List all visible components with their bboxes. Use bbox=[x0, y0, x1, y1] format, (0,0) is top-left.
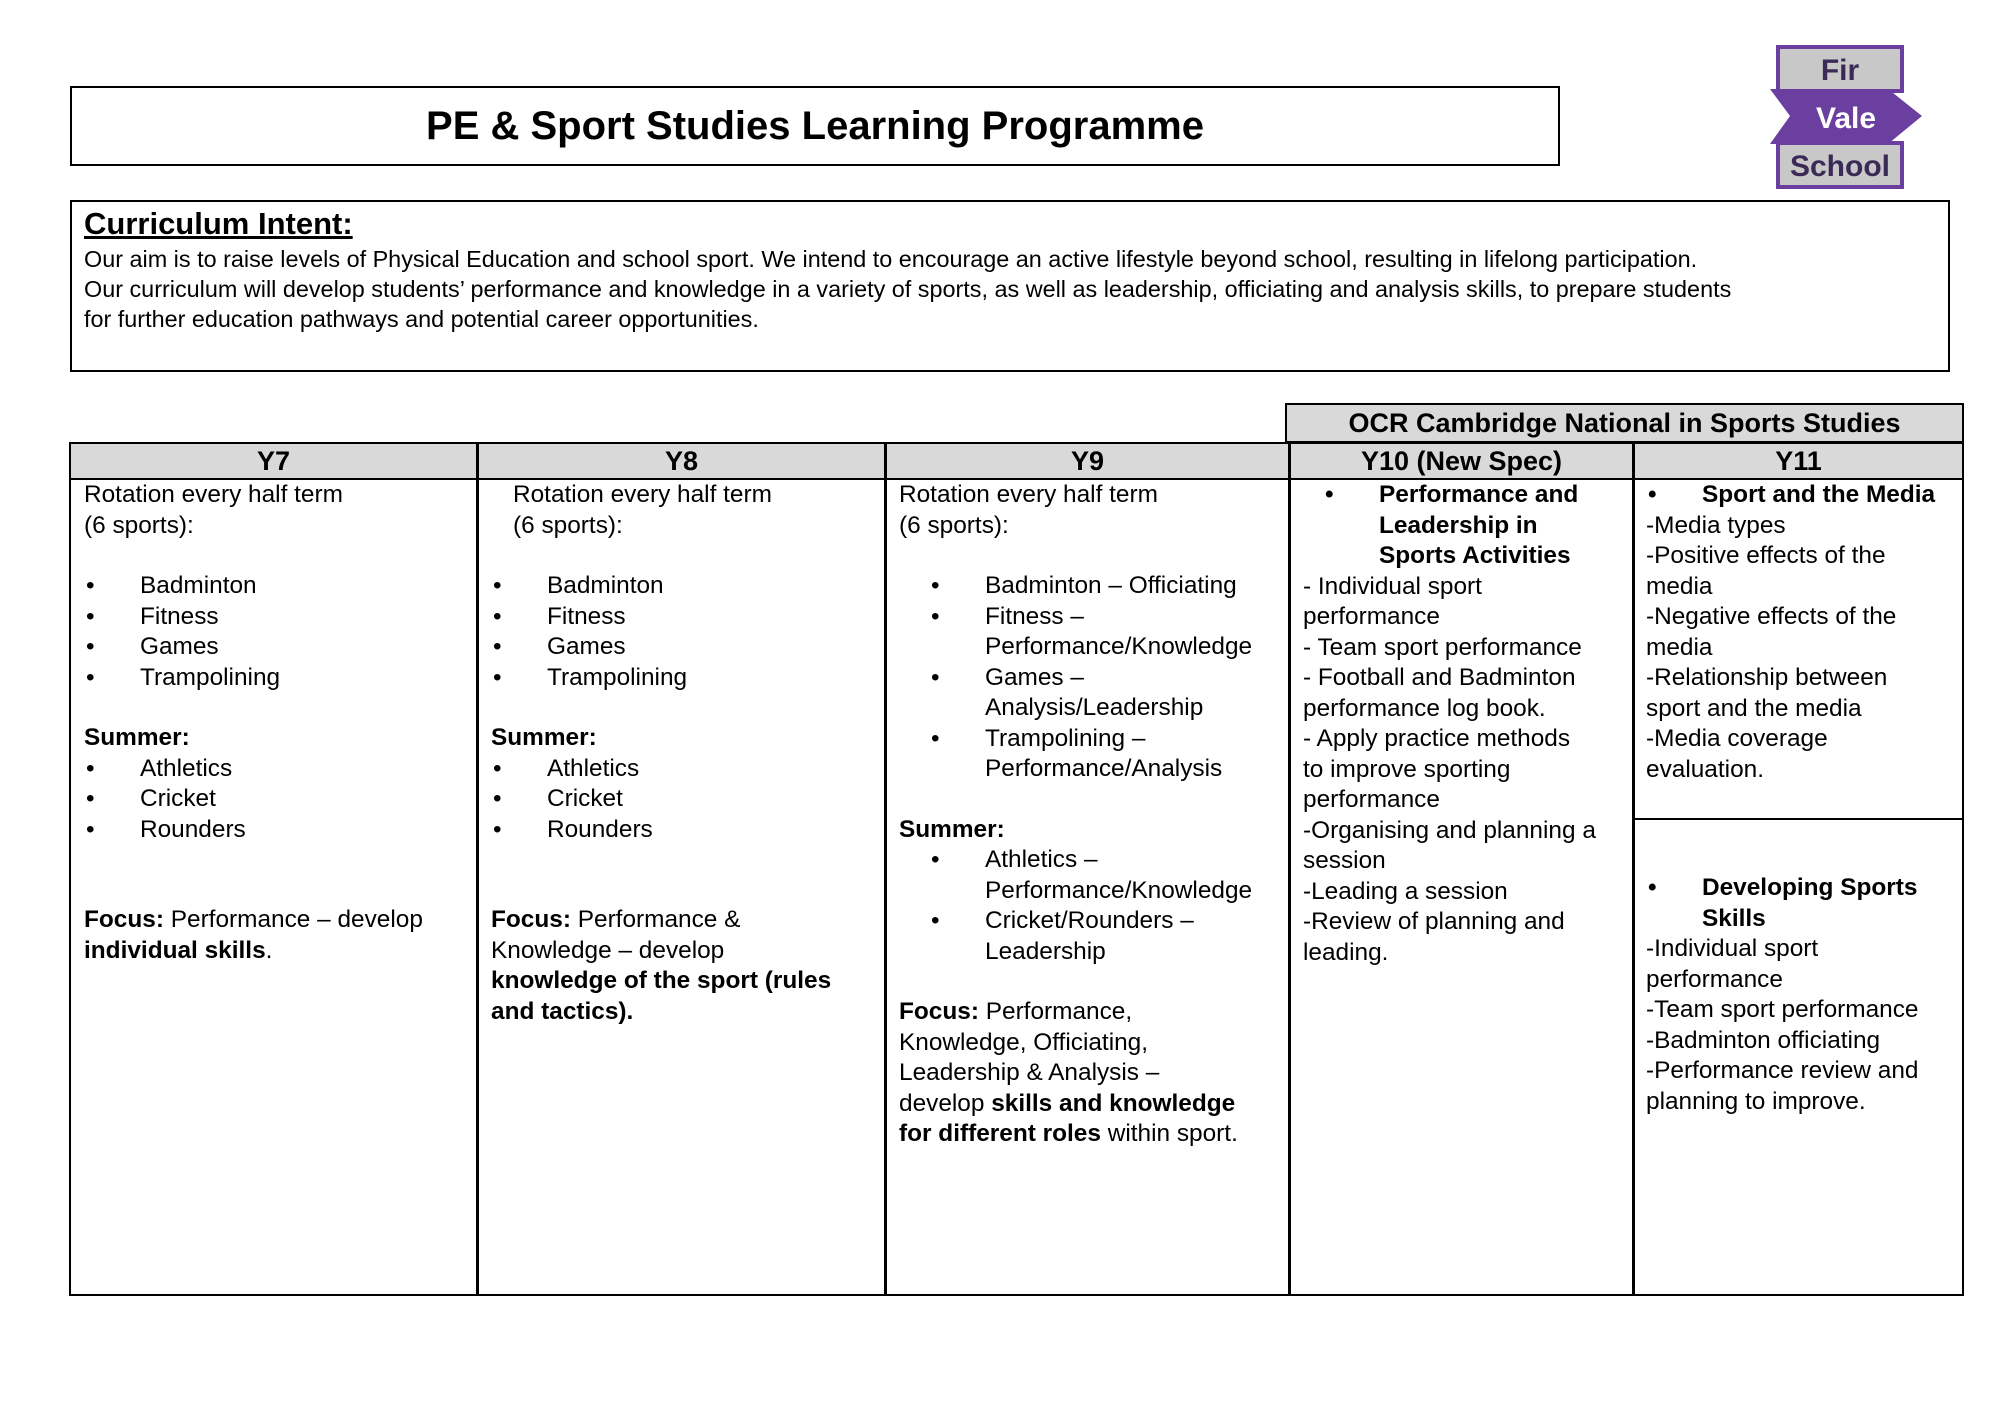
list-item: • Badminton – Officiating bbox=[985, 571, 1280, 602]
rotation-text: Rotation every half term bbox=[513, 481, 772, 508]
column-header-y7: Y7 bbox=[71, 444, 476, 480]
unit-line: - Football and Badminton bbox=[1303, 664, 1576, 691]
unit-line: performance bbox=[1303, 603, 1440, 630]
unit-line: performance bbox=[1646, 965, 1783, 993]
focus-text: Leadership & Analysis – bbox=[899, 1059, 1160, 1086]
list-item: • Badminton bbox=[140, 571, 464, 602]
unit-line: - Individual sport bbox=[1303, 572, 1482, 600]
summer-label: Summer: bbox=[899, 815, 1005, 843]
focus-text: individual skills. bbox=[84, 936, 273, 964]
column-y10 bbox=[1289, 442, 1634, 1296]
intent-line: Our curriculum will develop students’ performance and knowledge in a variety of sports, as well as leadership, officiating and analysis skills, to prepare students bbox=[84, 276, 1732, 302]
column-y11 bbox=[1633, 442, 1964, 1296]
rotation-text: (6 sports): bbox=[513, 511, 623, 539]
unit-line: to improve sporting bbox=[1303, 755, 1511, 783]
unit-line: -Individual sport bbox=[1646, 935, 1819, 962]
summer-list bbox=[84, 754, 464, 846]
focus-text: for different roles within sport. bbox=[899, 1120, 1238, 1147]
unit-line: media bbox=[1646, 633, 1713, 661]
summer-list bbox=[491, 754, 874, 846]
unit-title bbox=[1646, 873, 1956, 934]
list-item: • Trampolining bbox=[140, 663, 464, 694]
column-header-y9: Y9 bbox=[887, 444, 1288, 480]
list-item: • Badminton bbox=[547, 571, 874, 602]
list-item: • Fitness – Performance/Knowledge bbox=[985, 602, 1280, 663]
intent-line: Our aim is to raise levels of Physical Education and school sport. We intend to encourage an active lifestyle beyond school, resulting in lifelong participation. bbox=[84, 246, 1698, 272]
school-logo bbox=[1768, 44, 1924, 192]
unit-line: media bbox=[1646, 572, 1713, 600]
sports-list bbox=[84, 571, 464, 693]
unit-line: leading. bbox=[1303, 938, 1389, 966]
column-header-y10: Y10 (New Spec) bbox=[1291, 444, 1632, 480]
unit-line: -Media types bbox=[1646, 511, 1786, 539]
unit-line: -Negative effects of the bbox=[1646, 603, 1897, 630]
intent-heading: Curriculum Intent: bbox=[84, 206, 353, 241]
ocr-qualification-header: OCR Cambridge National in Sports Studies bbox=[1285, 403, 1964, 443]
rotation-text: (6 sports): bbox=[84, 511, 194, 539]
summer-label: Summer: bbox=[491, 724, 597, 751]
list-item: • Developing Sports Skills bbox=[1702, 873, 1956, 934]
unit-line: -Organising and planning a bbox=[1303, 816, 1596, 844]
column-y7 bbox=[69, 442, 478, 1296]
unit-line: -Badminton officiating bbox=[1646, 1026, 1881, 1054]
list-item: • Rounders bbox=[140, 815, 464, 846]
unit-line: planning to improve. bbox=[1646, 1087, 1866, 1115]
y11-unit-skills bbox=[1635, 818, 1962, 1117]
sports-list bbox=[899, 571, 1280, 785]
logo-text-fir: Fir bbox=[1820, 54, 1860, 87]
unit-line: - Apply practice methods bbox=[1303, 725, 1571, 752]
list-item: • Rounders bbox=[547, 815, 874, 846]
rotation-text: (6 sports): bbox=[899, 511, 1009, 539]
unit-line: - Team sport performance bbox=[1303, 633, 1582, 661]
unit-title bbox=[1646, 480, 1956, 511]
list-item: • Fitness bbox=[547, 602, 874, 633]
unit-line: sport and the media bbox=[1646, 694, 1862, 722]
summer-label: Summer: bbox=[84, 724, 190, 751]
focus-text: knowledge of the sport (rules bbox=[491, 967, 832, 994]
list-item: • Athletics bbox=[547, 754, 874, 785]
list-item: • Athletics – Performance/Knowledge bbox=[985, 845, 1280, 906]
list-item: • Athletics bbox=[140, 754, 464, 785]
unit-line: -Positive effects of the bbox=[1646, 542, 1886, 569]
unit-line: -Performance review and bbox=[1646, 1057, 1919, 1084]
rotation-text: Rotation every half term bbox=[84, 481, 343, 508]
list-item: • Cricket bbox=[547, 784, 874, 815]
column-header-y11: Y11 bbox=[1635, 444, 1962, 480]
programme-table bbox=[70, 442, 1964, 1296]
list-item: • Fitness bbox=[140, 602, 464, 633]
unit-line: performance bbox=[1303, 786, 1440, 813]
unit-line: -Review of planning and bbox=[1303, 908, 1565, 935]
intent-line: for further education pathways and potential career opportunities. bbox=[84, 306, 759, 332]
list-item: • Performance and Leadership in Sports Activities bbox=[1379, 480, 1624, 572]
focus-text: develop skills and knowledge bbox=[899, 1089, 1236, 1117]
unit-line: -Leading a session bbox=[1303, 877, 1508, 905]
unit-line: session bbox=[1303, 847, 1386, 874]
focus-text: Focus: Performance – develop bbox=[84, 906, 423, 933]
list-item: • Games bbox=[140, 632, 464, 663]
list-item: • Games – Analysis/Leadership bbox=[985, 663, 1280, 724]
unit-title bbox=[1303, 480, 1624, 572]
list-item: • Games bbox=[547, 632, 874, 663]
logo-text-vale: Vale bbox=[1816, 102, 1877, 135]
list-item: • Sport and the Media bbox=[1702, 480, 1956, 511]
curriculum-intent-box bbox=[70, 200, 1950, 372]
list-item: • Cricket/Rounders – Leadership bbox=[985, 906, 1280, 967]
list-item: • Cricket bbox=[140, 784, 464, 815]
page-title: PE & Sport Studies Learning Programme bbox=[70, 86, 1560, 166]
column-y9 bbox=[885, 442, 1290, 1296]
sports-list bbox=[491, 571, 874, 693]
logo-text-school: School bbox=[1789, 150, 1891, 183]
summer-list bbox=[899, 845, 1280, 967]
focus-text: Knowledge, Officiating, bbox=[899, 1028, 1149, 1056]
column-header-y8: Y8 bbox=[479, 444, 884, 480]
focus-text: Focus: Performance, bbox=[899, 998, 1133, 1025]
focus-text: and tactics). bbox=[491, 997, 634, 1025]
rotation-text: Rotation every half term bbox=[899, 481, 1158, 508]
y11-unit-media bbox=[1635, 480, 1962, 818]
unit-line: -Relationship between bbox=[1646, 664, 1888, 691]
unit-line: performance log book. bbox=[1303, 694, 1546, 722]
list-item: • Trampolining bbox=[547, 663, 874, 694]
unit-line: -Team sport performance bbox=[1646, 996, 1919, 1023]
unit-line: -Media coverage bbox=[1646, 725, 1828, 752]
column-y8 bbox=[477, 442, 886, 1296]
focus-text: Focus: Performance & bbox=[491, 906, 741, 933]
list-item: • Trampolining – Performance/Analysis bbox=[985, 724, 1280, 785]
focus-text: Knowledge – develop bbox=[491, 936, 725, 964]
unit-line: evaluation. bbox=[1646, 755, 1764, 783]
